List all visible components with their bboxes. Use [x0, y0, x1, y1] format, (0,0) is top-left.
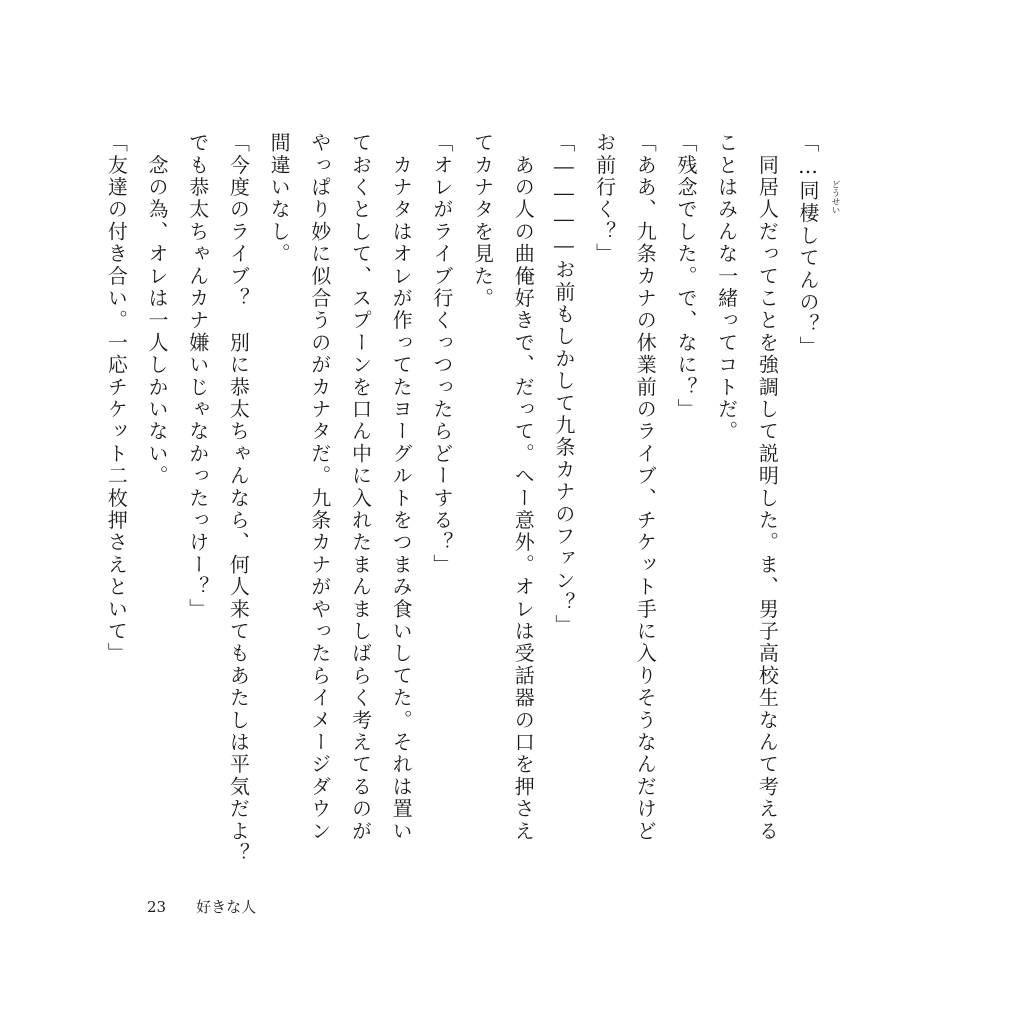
text-line-1-open: 「…: [796, 132, 820, 181]
text-line-2: 同居人だってことを強調して説明した。ま、男子高校生なんて考える: [755, 132, 780, 843]
text-line-12: ておくとして、スプーンを口ん中に入れたまんましばらく考えてるのが: [348, 132, 373, 843]
text-line-3: ことはみんな一緒ってコトだ。: [714, 132, 739, 443]
text-line-11: カナタはオレが作ってたヨーグルトをつまみ食いしてた。それは置い: [389, 132, 414, 843]
text-line-1: [787, 132, 840, 652]
text-line-7: 「――――お前もしかして九条カナのファン？」: [551, 132, 576, 637]
text-line-16: でも恭太ちゃんカナ嫌いじゃなかったっけー？」: [185, 132, 210, 621]
text-line-5: 「ああ、九条カナの休業前のライブ、チケット手に入りそうなんだけど: [633, 132, 658, 843]
page-footer: [147, 896, 256, 917]
ruby-base: 同棲: [796, 180, 820, 225]
vertical-text-block: [96, 132, 840, 865]
text-line-10: 「オレがライブ行くっつったらどーする？」: [429, 132, 454, 576]
text-line-4: 「残念でした。で、なに？」: [673, 132, 698, 421]
ruby-word: [787, 180, 840, 225]
text-line-6: お前行く？」: [592, 132, 617, 266]
running-title: 好きな人: [196, 898, 257, 916]
text-line-13: やっぱり妙に似合うのがカナタだ。九条カナがやったらイメージダウン: [307, 132, 332, 843]
text-line-18: 「友達の付き合い。一応チケット二枚押さえといて」: [104, 132, 129, 665]
text-line-14: 間違いなし。: [267, 132, 292, 266]
text-line-9: てカナタを見た。: [470, 132, 495, 310]
ruby-reading: どうせい: [830, 180, 840, 215]
text-line-1-close: してんの？」: [796, 224, 820, 359]
text-line-8: あの人の曲俺好きで、だって。へー意外。オレは受話器の口を押さえ: [511, 132, 536, 843]
text-line-15: 「今度のライブ？ 別に恭太ちゃんなら、何人来てもあたしは平気だよ？: [226, 132, 251, 865]
page-number: 23: [147, 898, 167, 916]
text-line-17: 念の為、オレは一人しかいない。: [145, 132, 169, 488]
